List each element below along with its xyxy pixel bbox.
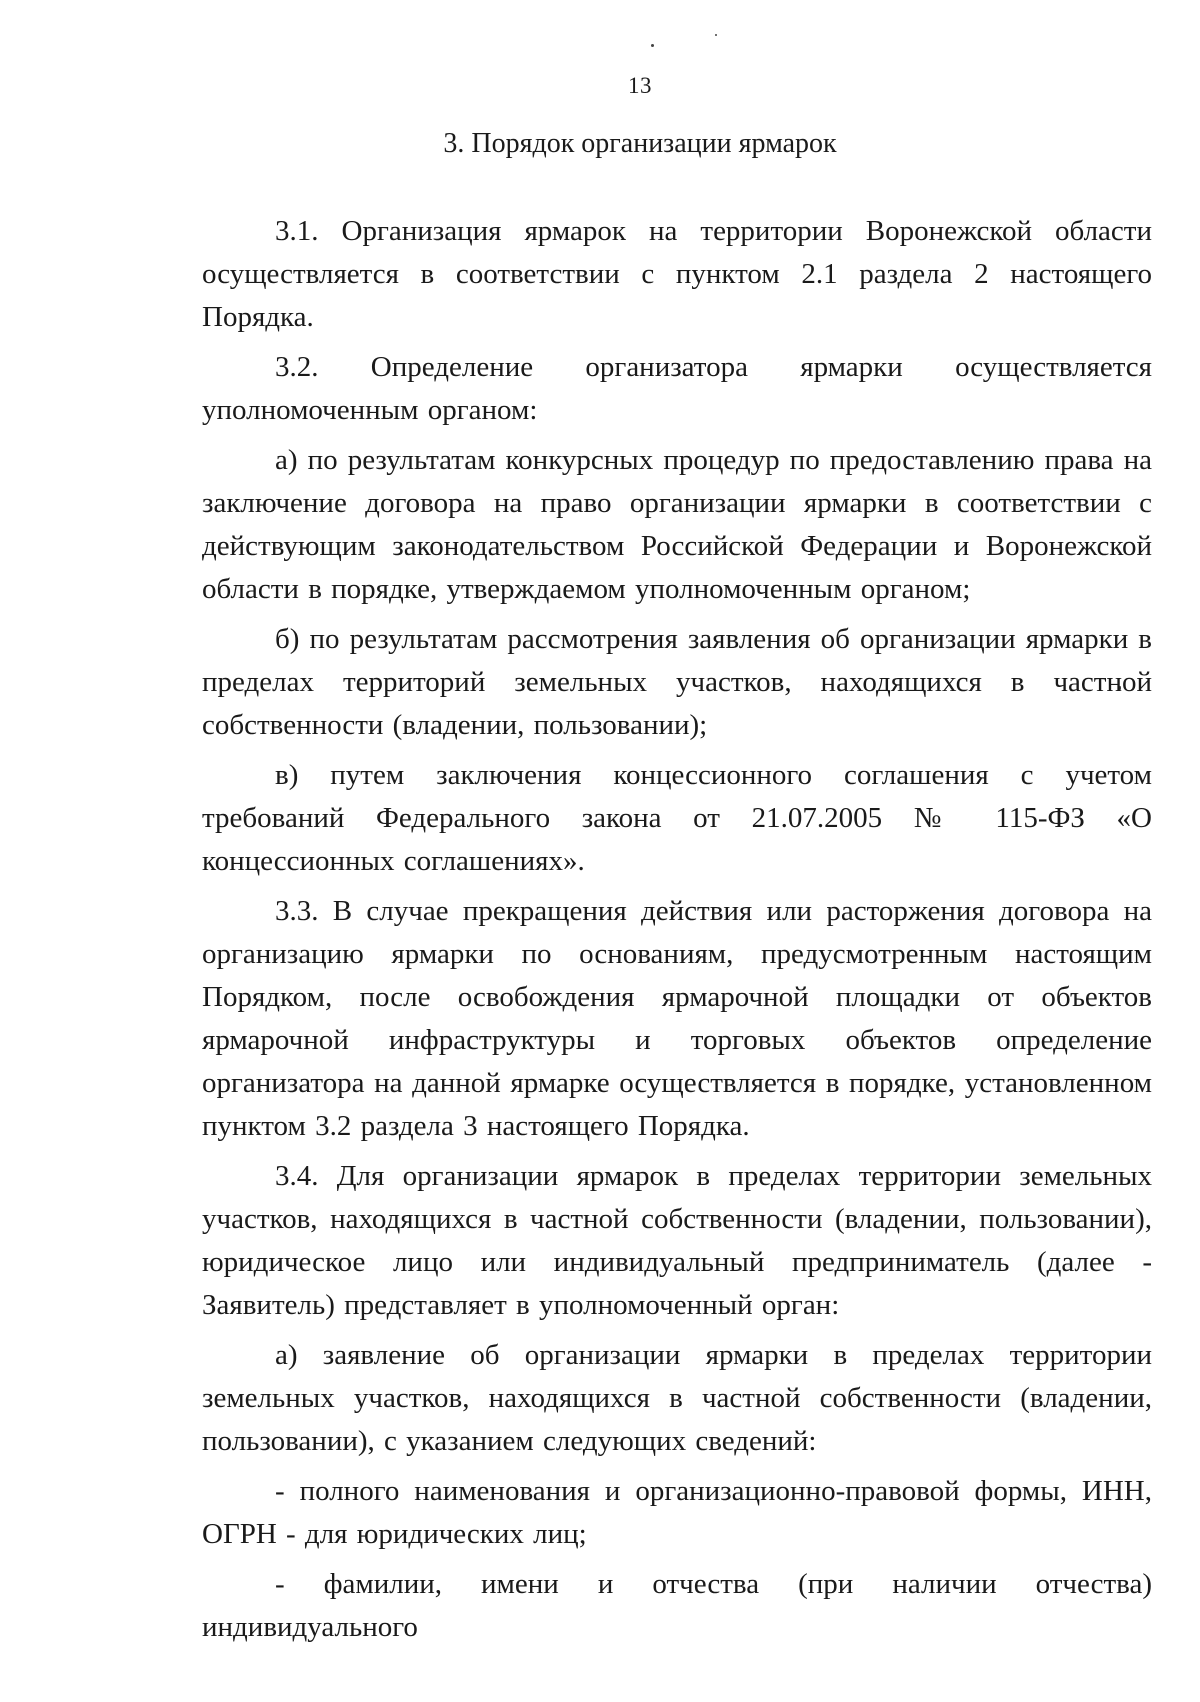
paragraph-3-4-a: а) заявление об организации ярмарки в пределах территории земельных участков, находящихся в частной собственности (владении, пользовании), с указанием следующих сведений: (202, 1339, 1152, 1457)
list-item-legal-entity: - полного наименования и организационно-правовой формы, ИНН, ОГРН - для юридических лиц; (202, 1475, 1152, 1550)
paragraph-3-3: 3.3. В случае прекращения действия или расторжения договора на организацию ярмарки по основаниям, предусмотренным настоящим Порядком, после освобождения ярмарочной площадки от объектов ярмарочной инфраструктуры и торговых объектов определение организатора на данной ярмарке осуществляется в порядке, установленном пунктом 3.2 раздела 3 настоящего Порядка. (202, 895, 1152, 1142)
paragraph-3-2-b: б) по результатам рассмотрения заявления об организации ярмарки в пределах территорий земельных участков, находящихся в частной собственности (владении, пользовании); (202, 623, 1152, 741)
scan-artifact-dot (651, 44, 654, 47)
paragraph-3-4: 3.4. Для организации ярмарок в пределах территории земельных участков, находящихся в частной собственности (владении, пользовании), юридическое лицо или индивидуальный предприниматель (далее - Заявитель) представляет в уполномоченный орган: (202, 1160, 1152, 1321)
section-title: 3. Порядок организации ярмарок (443, 128, 837, 159)
paragraph-3-2: 3.2. Определение организатора ярмарки осуществляется уполномоченным органом: (202, 351, 1152, 426)
scan-artifact-dot (715, 34, 717, 36)
list-item-individual: - фамилии, имени и отчества (при наличии отчества) индивидуального (202, 1568, 1152, 1643)
paragraph-3-1: 3.1. Организация ярмарок на территории Воронежской области осуществляется в соответствии с пунктом 2.1 раздела 2 настоящего Порядка. (202, 215, 1152, 333)
page-number: 13 (628, 73, 652, 98)
document-body (202, 210, 1152, 1653)
paragraph-3-2-v: в) путем заключения концессионного соглашения с учетом требований Федерального закона от 21.07.2005 № 115-ФЗ «О концессионных соглашениях». (202, 759, 1152, 877)
paragraph-3-2-a: а) по результатам конкурсных процедур по предоставлению права на заключение договора на право организации ярмарки в соответствии с действующим законодательством Российской Федерации и Воронежской области в порядке, утверждаемом уполномоченным органом; (202, 444, 1152, 605)
